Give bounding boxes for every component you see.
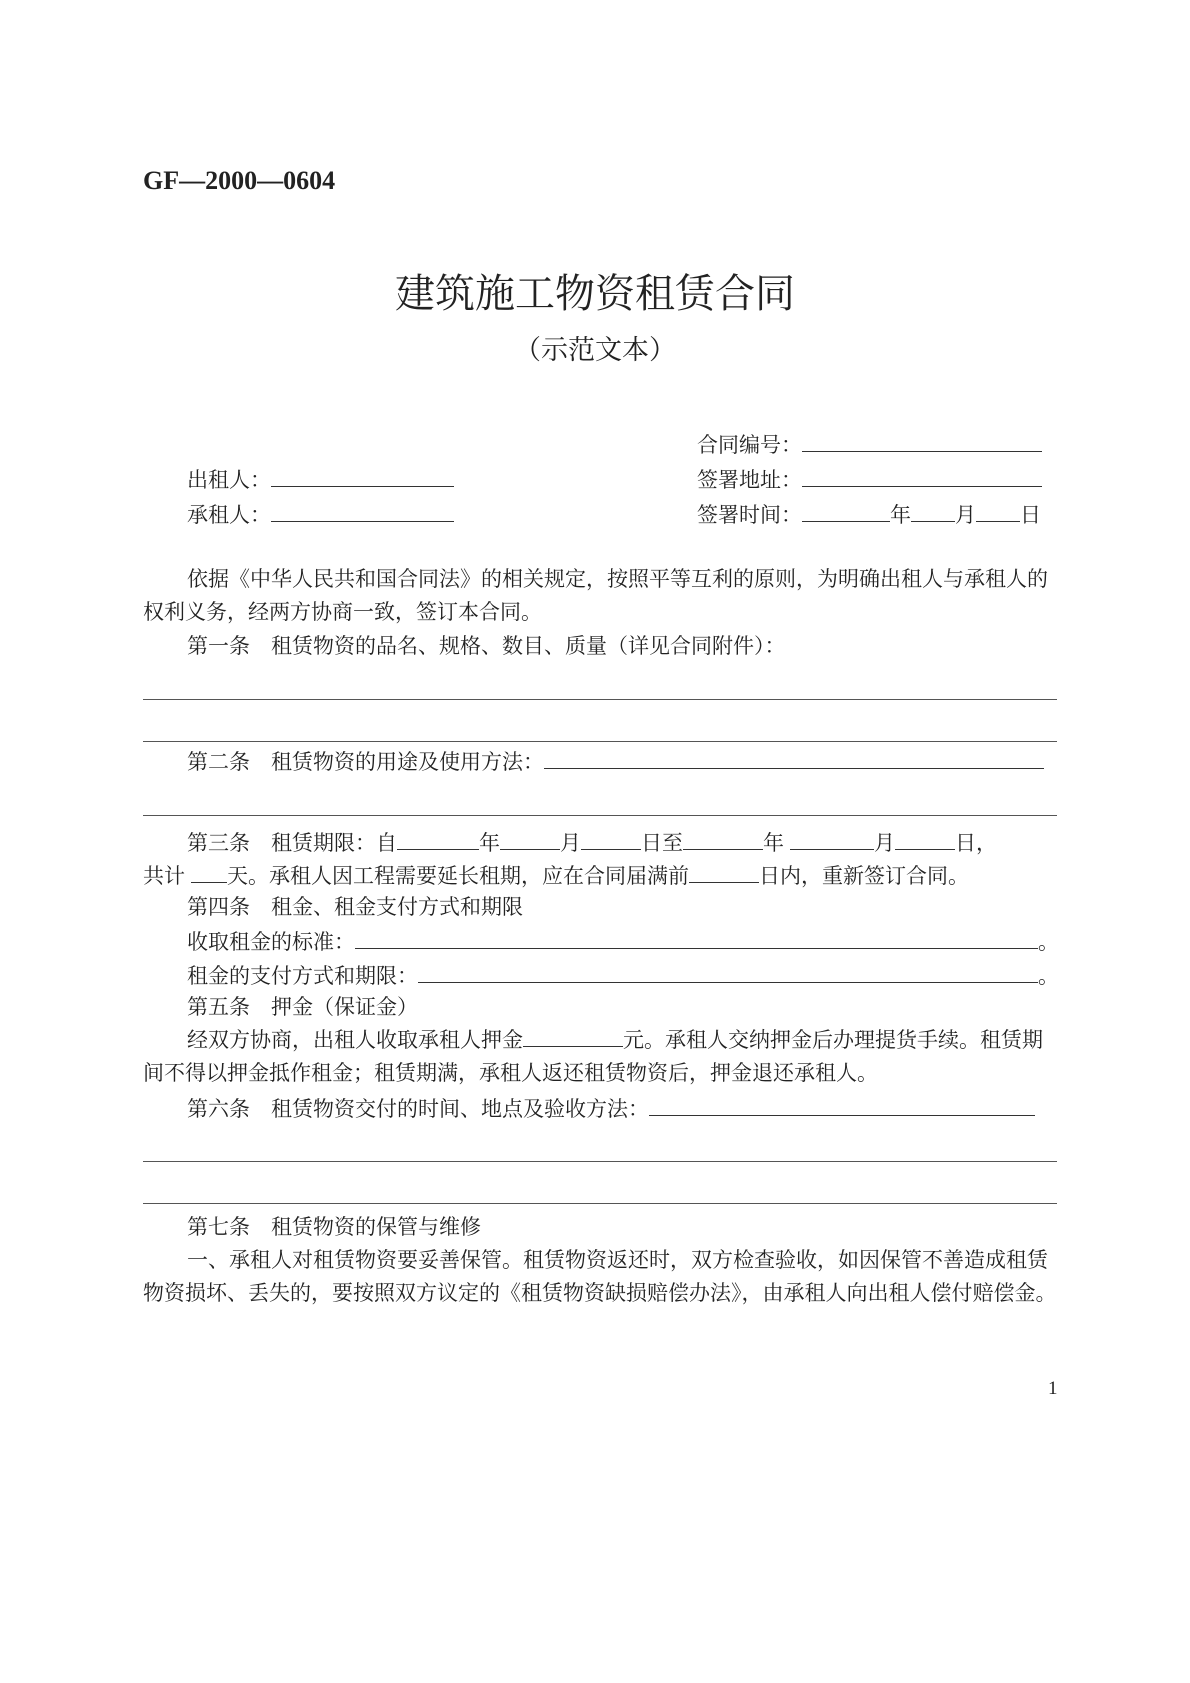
end-day-blank[interactable] xyxy=(895,827,955,850)
contract-number-field xyxy=(697,429,1042,459)
lessor-blank[interactable] xyxy=(271,464,454,487)
start-year-unit: 年 xyxy=(479,831,500,855)
lessee-blank[interactable] xyxy=(271,499,454,522)
article-6-field xyxy=(187,1093,1035,1123)
sign-place-field xyxy=(697,464,1042,494)
start-day-blank[interactable] xyxy=(581,827,641,850)
article-7-heading: 第七条 租赁物资的保管与维修 xyxy=(187,1215,481,1239)
end-month-unit: 月 xyxy=(874,831,895,855)
total-days-label: 共计 xyxy=(143,864,185,888)
end-year-unit: 年 xyxy=(763,831,784,855)
start-month-unit: 月 xyxy=(560,831,581,855)
extension-text-end: 日内，重新签订合同。 xyxy=(759,864,969,888)
lessee-field xyxy=(187,499,454,529)
article-6-line-3[interactable] xyxy=(143,1203,1057,1204)
start-year-blank[interactable] xyxy=(397,827,479,850)
article-1-line-2[interactable] xyxy=(143,741,1057,742)
lessor-field xyxy=(187,464,454,494)
article-2-label: 第二条 租赁物资的用途及使用方法： xyxy=(187,750,544,774)
article-6-label: 第六条 租赁物资交付的时间、地点及验收方法： xyxy=(187,1097,649,1121)
payment-method-period: 。 xyxy=(1038,964,1059,988)
article-3-line-2 xyxy=(143,860,969,890)
sign-place-blank[interactable] xyxy=(802,464,1042,487)
document-code: GF—2000—0604 xyxy=(143,166,336,195)
end-month-blank[interactable] xyxy=(790,827,874,850)
sign-month-blank[interactable] xyxy=(911,499,955,522)
payment-method-blank[interactable] xyxy=(418,960,1038,983)
document-title: 建筑施工物资租赁合同 xyxy=(395,271,795,317)
deposit-amount-blank[interactable] xyxy=(523,1024,623,1047)
article-4-heading: 第四条 租金、租金支付方式和期限 xyxy=(187,895,523,919)
start-day-unit: 日至 xyxy=(641,831,683,855)
sign-place-label: 签署地址： xyxy=(697,468,802,492)
intro-paragraph: 依据《中华人民共和国合同法》的相关规定，按照平等互利的原则，为明确出租人与承租人的权利义务，经两方协商一致，签订本合同。 xyxy=(143,567,1048,624)
article-3-label: 第三条 租赁期限：自 xyxy=(187,831,397,855)
rent-standard-label: 收取租金的标准： xyxy=(187,930,355,954)
article-1-heading: 第一条 租赁物资的品名、规格、数目、质量（详见合同附件）： xyxy=(187,634,786,658)
end-day-unit: 日， xyxy=(955,831,997,855)
deposit-text-after: 元。承租人交纳押金后办理提货手续。租赁期间不得以押金抵作租金；租赁期满，承租人返还租赁物资后，押金退还承租人。 xyxy=(143,1028,1043,1085)
article-3-line-1 xyxy=(187,827,997,857)
sign-day-unit: 日 xyxy=(1020,503,1041,527)
article-2-line-2[interactable] xyxy=(143,815,1057,816)
sign-month-unit: 月 xyxy=(955,503,976,527)
lessor-label: 出租人： xyxy=(187,468,271,492)
total-days-blank[interactable] xyxy=(191,860,227,883)
start-month-blank[interactable] xyxy=(500,827,560,850)
end-year-blank[interactable] xyxy=(683,827,763,850)
sign-day-blank[interactable] xyxy=(976,499,1020,522)
payment-method-field xyxy=(187,960,1059,990)
rent-standard-period: 。 xyxy=(1038,930,1059,954)
lessee-label: 承租人： xyxy=(187,503,271,527)
article-2-blank[interactable] xyxy=(544,746,1044,769)
deposit-text-before: 经双方协商，出租人收取承租人押金 xyxy=(187,1028,523,1052)
extension-text: 天。承租人因工程需要延长租期，应在合同届满前 xyxy=(227,864,689,888)
article-6-line-2[interactable] xyxy=(143,1161,1057,1162)
article-5-paragraph xyxy=(143,1024,1057,1090)
article-6-blank[interactable] xyxy=(649,1093,1035,1116)
document-subtitle: （示范文本） xyxy=(514,335,676,366)
rent-standard-blank[interactable] xyxy=(355,926,1038,949)
rent-standard-field xyxy=(187,926,1059,956)
sign-time-label: 签署时间： xyxy=(697,503,802,527)
article-7-clause-1: 一、承租人对租赁物资要妥善保管。租赁物资返还时，双方检查验收，如因保管不善造成租赁物资损坏、丢失的，要按照双方议定的《租赁物资缺损赔偿办法》，由承租人向出租人偿付赔偿金。 xyxy=(143,1248,1057,1305)
page-number: 1 xyxy=(1048,1378,1058,1399)
contract-number-blank[interactable] xyxy=(802,429,1042,452)
payment-method-label: 租金的支付方式和期限： xyxy=(187,964,418,988)
extension-days-blank[interactable] xyxy=(689,860,759,883)
contract-number-label: 合同编号： xyxy=(697,433,802,457)
sign-year-unit: 年 xyxy=(890,503,911,527)
sign-year-blank[interactable] xyxy=(802,499,890,522)
article-5-heading: 第五条 押金（保证金） xyxy=(187,995,418,1019)
article-1-line-1[interactable] xyxy=(143,699,1057,700)
article-2-field xyxy=(187,746,1044,776)
sign-time-field xyxy=(697,499,1041,529)
